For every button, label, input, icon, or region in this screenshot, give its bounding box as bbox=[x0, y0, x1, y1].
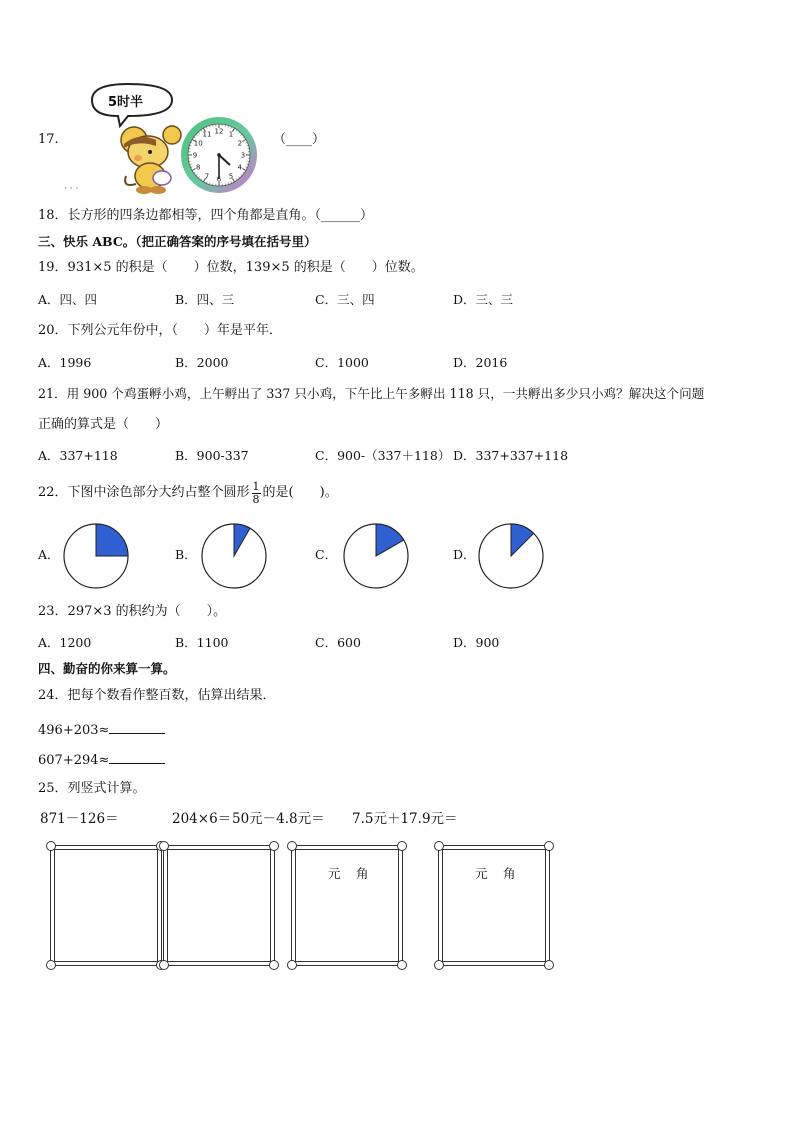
q23-option-c[interactable]: C．600 bbox=[315, 635, 361, 650]
q25-answer-box-4[interactable] bbox=[438, 845, 550, 966]
clock-number: 7 bbox=[204, 172, 210, 181]
q24-text: 24．把每个数看作整百数，估算出结果． bbox=[38, 688, 276, 703]
q21-option-d[interactable]: D．337+337+118 bbox=[453, 448, 569, 463]
q25-expr-4: 7.5元＋17.9元＝ bbox=[352, 811, 458, 827]
q25-answer-box-3[interactable] bbox=[291, 845, 403, 966]
fraction-numerator: 1 bbox=[252, 479, 260, 493]
q19-option-d[interactable]: D．三、三 bbox=[453, 292, 514, 307]
clock-number: 4 bbox=[237, 163, 243, 172]
q25-text: 25．列竖式计算。 bbox=[38, 781, 146, 796]
q17-answer-blank[interactable]: （____） bbox=[273, 132, 326, 147]
box-inner-border bbox=[295, 849, 399, 962]
q24-answer-blank-2[interactable] bbox=[109, 750, 165, 764]
q21-text-line1: 21．用 900 个鸡蛋孵小鸡，上午孵出了 337 只小鸡，下午比上午多孵出 118 只，一共孵出多少只小鸡？解决这个问题 bbox=[38, 386, 705, 401]
decorative-dots: · · · bbox=[64, 184, 79, 194]
q21-option-a[interactable]: A．337+118 bbox=[38, 448, 118, 463]
box-corner-ornament bbox=[544, 841, 554, 851]
clock-number: 2 bbox=[237, 139, 243, 148]
q23-option-a[interactable]: A．1200 bbox=[38, 635, 92, 650]
q22-option-a[interactable]: A． bbox=[38, 547, 60, 562]
unit-jiao-label: 角 bbox=[356, 866, 369, 881]
q23-option-d[interactable]: D．900 bbox=[453, 635, 500, 650]
box-corner-ornament bbox=[269, 841, 279, 851]
q22-text-after: 的是( )。 bbox=[262, 485, 338, 500]
q22-text-before: 22．下图中涂色部分大约占整个圆形 bbox=[38, 485, 250, 500]
box-corner-ornament bbox=[46, 841, 56, 851]
q21-option-b[interactable]: B．900-337 bbox=[175, 448, 249, 463]
q22-option-b[interactable]: B． bbox=[175, 547, 197, 562]
clock-number: 6 bbox=[216, 175, 222, 184]
q25-answer-box-2[interactable] bbox=[163, 845, 275, 966]
box-corner-ornament bbox=[544, 960, 554, 970]
q24-expr-1: 496+203≈ bbox=[38, 723, 110, 738]
clock-number: 1 bbox=[228, 130, 234, 139]
q22-pie-b bbox=[198, 520, 270, 592]
q19-option-b[interactable]: B．四、三 bbox=[175, 292, 235, 307]
q20-option-d[interactable]: D．2016 bbox=[453, 355, 508, 370]
q22-pie-a bbox=[60, 520, 132, 592]
q22-text bbox=[38, 476, 338, 510]
q25-expr-1: 871－126＝ bbox=[40, 811, 119, 827]
box-corner-ornament bbox=[159, 960, 169, 970]
box-inner-border bbox=[167, 849, 271, 962]
speech-bubble-text: 5时半 bbox=[108, 95, 144, 110]
q22-pie-d bbox=[475, 520, 547, 592]
box-corner-ornament bbox=[397, 841, 407, 851]
fraction-denominator: 8 bbox=[252, 492, 260, 506]
clock-number: 11 bbox=[202, 130, 212, 139]
q23-text: 23．297×3 的积约为（ ）。 bbox=[38, 604, 227, 619]
clock-number: 12 bbox=[214, 127, 224, 136]
unit-jiao-label: 角 bbox=[503, 866, 516, 881]
box-corner-ornament bbox=[269, 960, 279, 970]
unit-yuan-label: 元 bbox=[475, 866, 488, 881]
q25-answer-box-1[interactable] bbox=[50, 845, 162, 966]
box-corner-ornament bbox=[287, 960, 297, 970]
box-inner-border bbox=[54, 849, 158, 962]
q19-option-c[interactable]: C．三、四 bbox=[315, 292, 375, 307]
q18-text: 18．长方形的四条边都相等，四个角都是直角。（______） bbox=[38, 208, 374, 223]
q22-option-c[interactable]: C． bbox=[315, 547, 338, 562]
section3-title: 三、快乐 ABC。（把正确答案的序号填在括号里） bbox=[38, 234, 317, 249]
q20-text: 20．下列公元年份中，（ ）年是平年． bbox=[38, 323, 283, 338]
box-corner-ornament bbox=[434, 841, 444, 851]
q21-option-c[interactable]: C．900-（337＋118） bbox=[315, 448, 451, 463]
box-inner-border bbox=[442, 849, 546, 962]
q17-number: 17. bbox=[38, 132, 59, 147]
q19-option-a[interactable]: A．四、四 bbox=[38, 292, 98, 307]
q25-expr-2: 204×6＝ bbox=[172, 811, 232, 827]
q19-text: 19．931×5 的积是（ ）位数，139×5 的积是（ ）位数。 bbox=[38, 260, 424, 275]
q20-option-a[interactable]: A．1996 bbox=[38, 355, 92, 370]
clock-icon bbox=[178, 114, 260, 196]
q23-option-b[interactable]: B．1100 bbox=[175, 635, 229, 650]
q24-item-1 bbox=[38, 720, 165, 739]
unit-yuan-label: 元 bbox=[328, 866, 341, 881]
clock-number: 3 bbox=[240, 151, 246, 160]
box-corner-ornament bbox=[46, 960, 56, 970]
q20-option-b[interactable]: B．2000 bbox=[175, 355, 229, 370]
box-corner-ornament bbox=[159, 841, 169, 851]
q20-option-c[interactable]: C．1000 bbox=[315, 355, 369, 370]
box-corner-ornament bbox=[434, 960, 444, 970]
q22-option-d[interactable]: D． bbox=[453, 547, 476, 562]
q25-expr-3: 50元－4.8元＝ bbox=[232, 811, 325, 827]
clock-number: 8 bbox=[195, 163, 201, 172]
q22-pie-c bbox=[340, 520, 412, 592]
clock-number: 10 bbox=[193, 139, 203, 148]
clock-number: 9 bbox=[192, 151, 198, 160]
q21-text-line2: 正确的算式是（ ） bbox=[38, 417, 169, 432]
box-corner-ornament bbox=[287, 841, 297, 851]
q24-answer-blank-1[interactable] bbox=[109, 720, 165, 734]
q24-expr-2: 607+294≈ bbox=[38, 753, 110, 768]
clock-number: 5 bbox=[228, 172, 234, 181]
section4-title: 四、勤奋的你来算一算。 bbox=[38, 661, 176, 676]
pie-shaded-sector bbox=[96, 524, 128, 556]
box-corner-ornament bbox=[397, 960, 407, 970]
q22-fraction bbox=[252, 481, 261, 506]
q24-item-2 bbox=[38, 750, 165, 769]
